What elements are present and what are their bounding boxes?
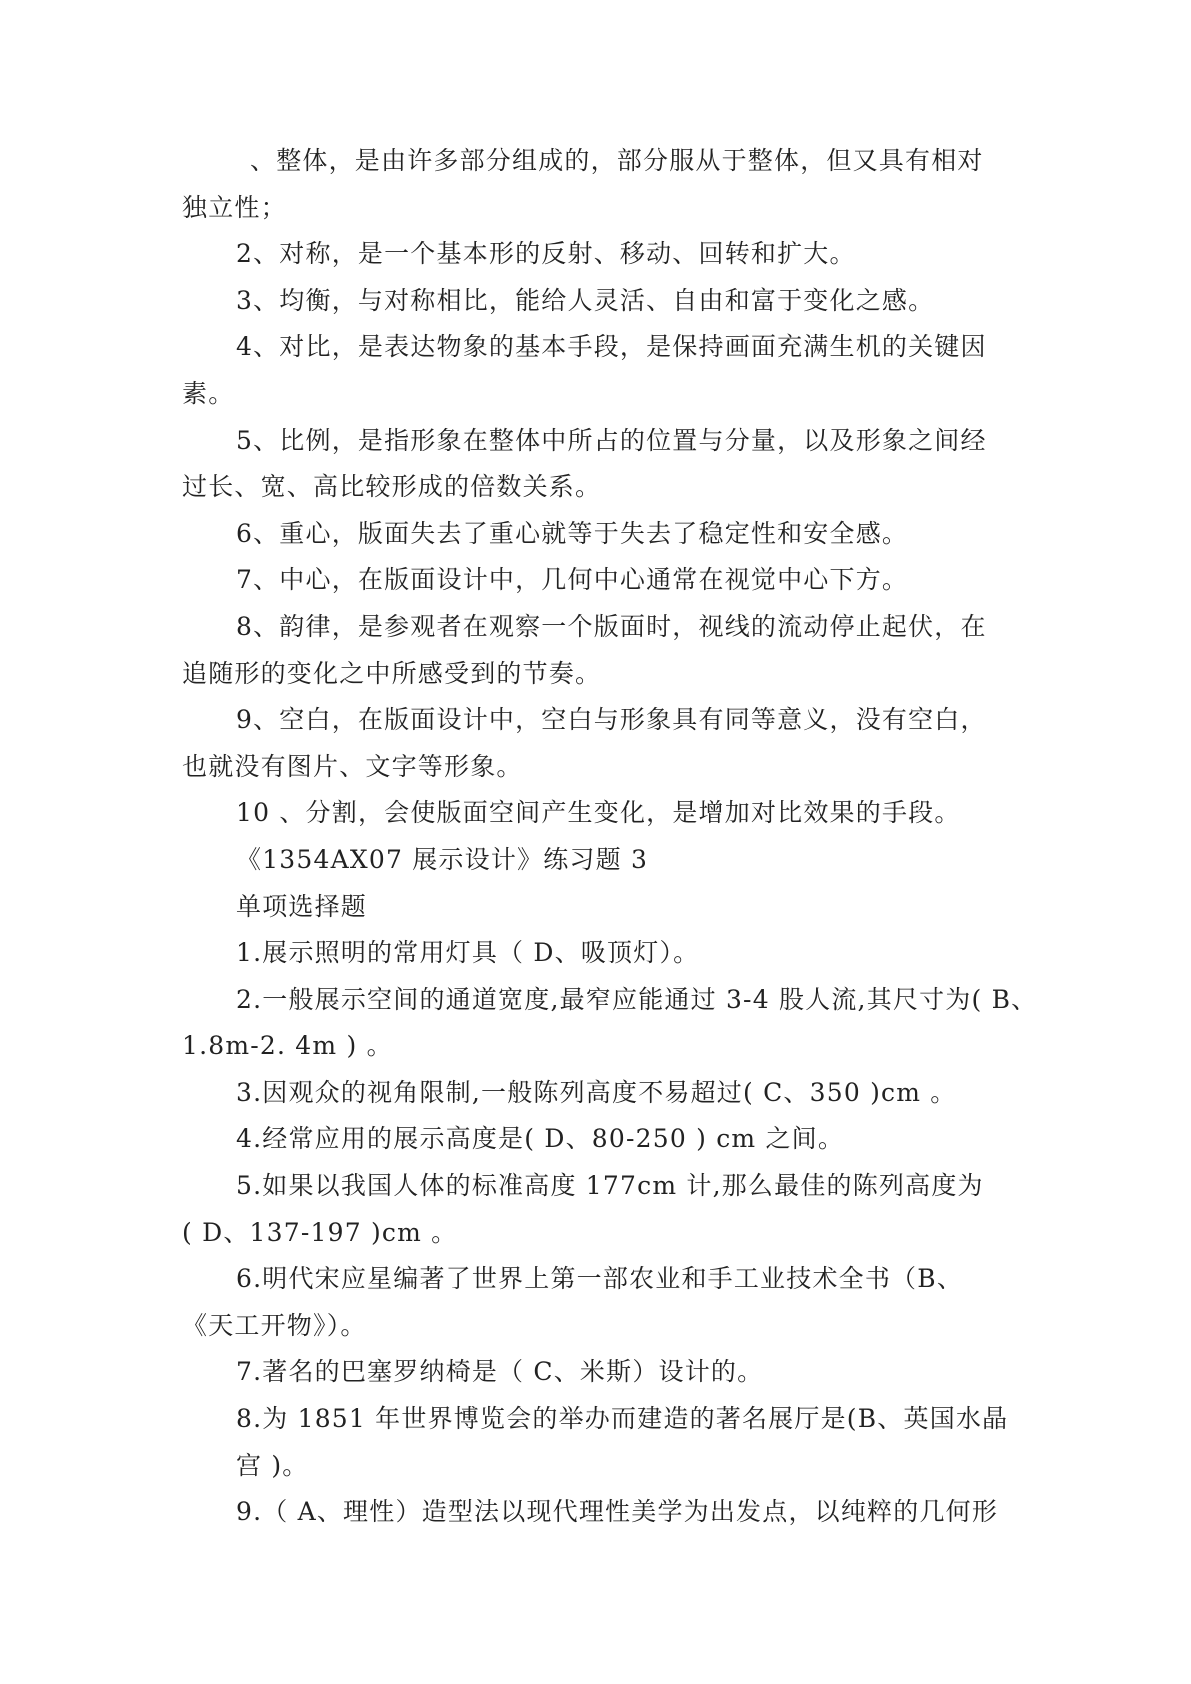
text-line: 9、空白，在版面设计中，空白与形象具有同等意义，没有空白， <box>236 705 987 735</box>
text-line: 8、韵律，是参观者在观察一个版面时，视线的流动停止起伏，在 <box>236 611 987 641</box>
text-line: 宫 )。 <box>236 1450 309 1480</box>
text-line: 5.如果以我国人体的标准高度 177cm 计,那么最佳的陈列高度为 <box>236 1171 984 1201</box>
text-line: 10 、分割，会使版面空间产生变化，是增加对比效果的手段。 <box>236 798 961 828</box>
text-line: 素。 <box>182 378 235 408</box>
text-line: 6.明代宋应星编著了世界上第一部农业和手工业技术全书（B、 <box>236 1264 964 1294</box>
text-line: 8.为 1851 年世界博览会的举办而建造的著名展厅是(B、英国水晶 <box>236 1404 1009 1434</box>
text-line: 2.一般展示空间的通道宽度,最窄应能通过 3-4 股人流,其尺寸为( B、 <box>236 984 1038 1014</box>
text-line: 6、重心，版面失去了重心就等于失去了稳定性和安全感。 <box>236 518 909 548</box>
text-line: 2、对称，是一个基本形的反射、移动、回转和扩大。 <box>236 239 856 269</box>
text-line: 3、均衡，与对称相比，能给人灵活、自由和富于变化之感。 <box>236 285 935 315</box>
text-line: 过长、宽、高比较形成的倍数关系。 <box>182 472 602 502</box>
text-line: 7、中心，在版面设计中，几何中心通常在视觉中心下方。 <box>236 565 909 595</box>
text-line: 1.展示照明的常用灯具（ D、吸顶灯）。 <box>236 938 700 968</box>
text-line: 3.因观众的视角限制,一般陈列高度不易超过( C、350 )cm 。 <box>236 1077 957 1107</box>
document-body <box>182 138 1038 1536</box>
text-line: 《1354AX07 展示设计》练习题 3 <box>236 844 649 874</box>
text-line: 也就没有图片、文字等形象。 <box>182 751 523 781</box>
text-line: 《天工开物》）。 <box>182 1310 367 1340</box>
text-line: 追随形的变化之中所感受到的节奏。 <box>182 658 602 688</box>
text-line: 1.8m-2. 4m ) 。 <box>182 1031 393 1061</box>
text-line: 独立性； <box>182 192 287 222</box>
text-line: 9.（ A、理性）造型法以现代理性美学为出发点，以纯粹的几何形 <box>236 1497 999 1527</box>
text-line: 4、对比，是表达物象的基本手段，是保持画面充满生机的关键因 <box>236 332 987 362</box>
text-line: 7.著名的巴塞罗纳椅是（ C、米斯）设计的。 <box>236 1357 764 1387</box>
text-line: 4.经常应用的展示高度是( D、80-250 ) cm 之间。 <box>236 1124 845 1154</box>
text-line: ( D、137-197 )cm 。 <box>182 1217 458 1247</box>
text-line: 、整体，是由许多部分组成的，部分服从于整体，但又具有相对 <box>250 146 984 175</box>
text-line: 单项选择题 <box>236 891 368 921</box>
text-line: 5、比例，是指形象在整体中所占的位置与分量，以及形象之间经 <box>236 425 987 455</box>
